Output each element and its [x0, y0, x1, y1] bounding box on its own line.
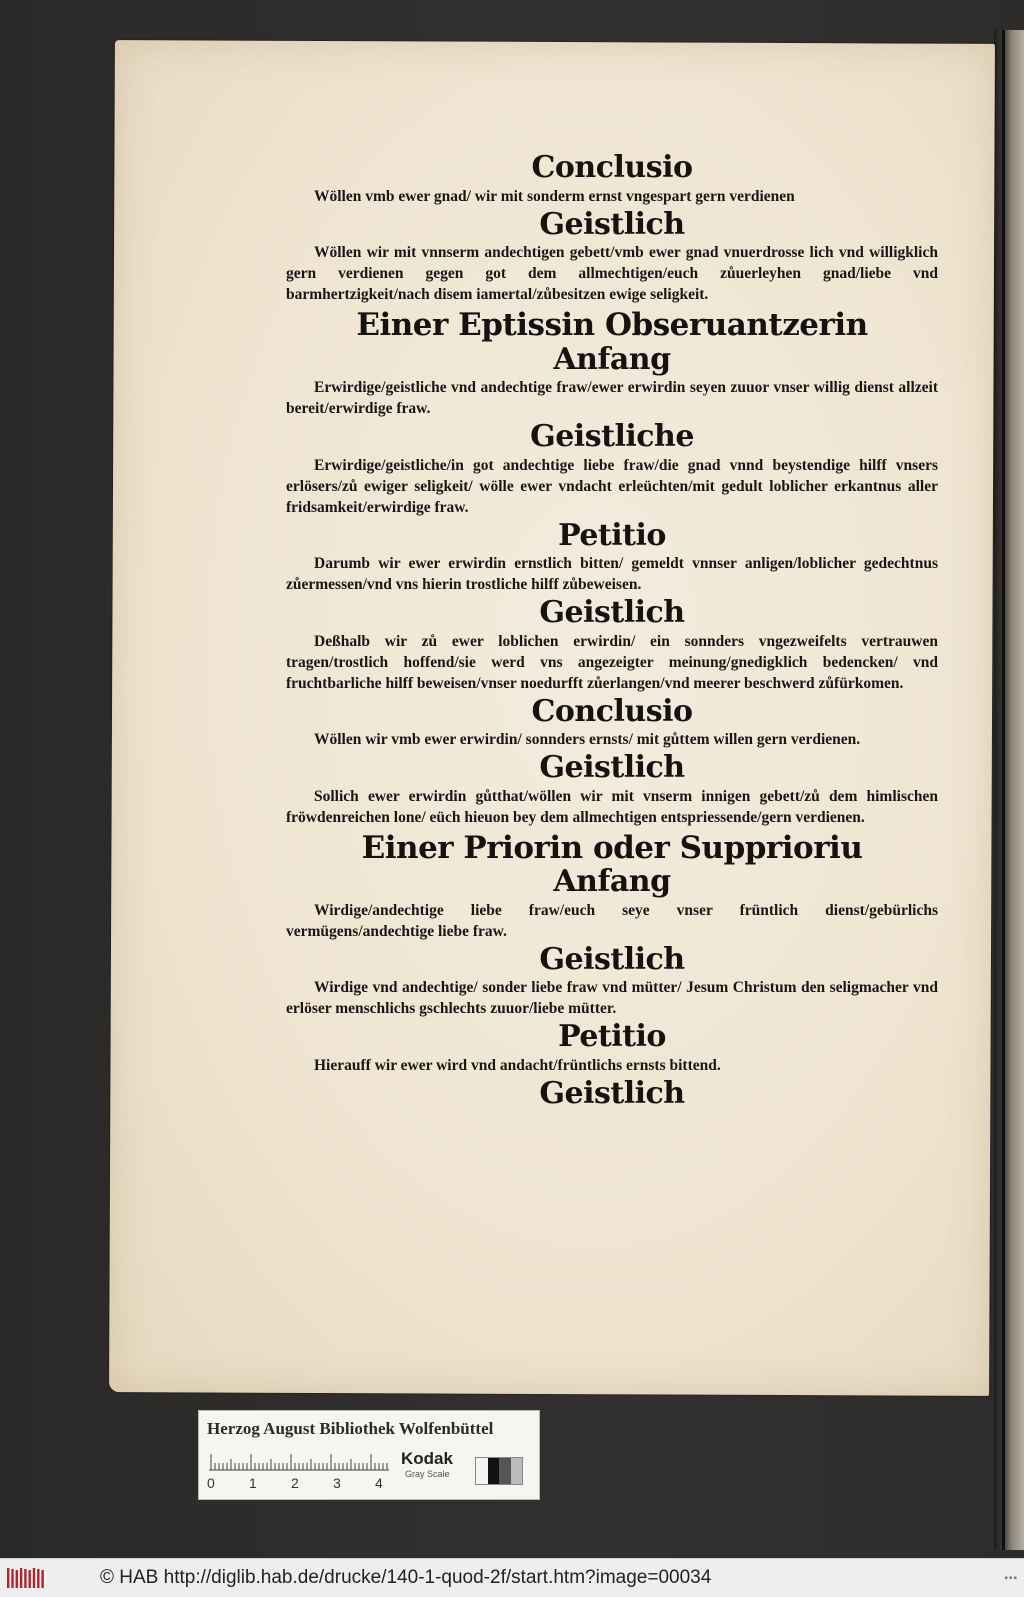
- calibration-card: [198, 1410, 540, 1500]
- section-heading: Geistlich: [539, 206, 685, 242]
- gray-swatch: [488, 1458, 500, 1484]
- body-paragraph: Wöllen wir vmb ewer erwirdin/ sonnders ernsts/ mit gůttem willen gern verdienen.: [314, 731, 861, 749]
- section-heading: Einer Priorin oder Supprioriu: [361, 829, 863, 866]
- section-heading: Conclusio: [531, 693, 693, 729]
- page-text: [286, 150, 938, 1109]
- card-title: Herzog August Bibliothek Wolfenbüttel: [207, 1419, 494, 1438]
- logo-bar: [16, 1570, 18, 1588]
- logo-bar: [37, 1569, 39, 1588]
- gray-swatch: [476, 1458, 488, 1484]
- body-paragraph: Darumb wir ewer erwirdin ernstlich bitten/ gemeldt vnnser anligen/loblicher gedechtnus zůermessen/vnd vns hierin trostliche hilff zůbeweisen.: [286, 555, 938, 594]
- body-paragraph: Deßhalb wir zů ewer loblichen erwirdin/ ein sonnders vngezweifelts vertrauwen tragen/trostlich hoffend/sie werd vns angezeigter meinung/gnedigklich bedencken/ vnd fruchtbarliche hilff beweisen/vnser noedurfft zůerlangen/vnd meerer beschwerd zůfürkomen.: [286, 632, 938, 692]
- section-heading: Geistliche: [530, 419, 694, 455]
- gray-swatch: [511, 1458, 523, 1484]
- section-heading: Geistlich: [539, 1075, 685, 1111]
- next-page-edge: [994, 30, 1024, 1550]
- body-paragraph: Wöllen wir mit vnnserm andechtigen gebett/vmb ewer gnad vnuerdrosse lich vnd willigklich gern verdienen gegen got dem allmechtigen/euch zůuerleyhen gnad/liebe vnd barmhertzigkeit/nach disem iamertal/zůbesitzen ewige seligkeit.: [286, 244, 938, 303]
- logo-bar: [41, 1570, 43, 1588]
- kodak-subtitle: Gray Scale: [405, 1469, 450, 1479]
- logo-bar: [24, 1569, 26, 1588]
- section-heading: Geistlich: [539, 750, 685, 786]
- section-heading: Petitio: [558, 1019, 666, 1055]
- logo-bar: [20, 1568, 22, 1588]
- section-heading: Einer Eptissin Obseruantzerin: [356, 307, 868, 343]
- body-paragraph: Wirdige/andechtige liebe fraw/euch seye vnser früntlich dienst/gebürlichs vermügens/andechtige liebe fraw.: [286, 901, 938, 940]
- footer-bar: [0, 1558, 1024, 1597]
- hab-logo-icon: [6, 1566, 46, 1590]
- gray-swatches: [475, 1457, 523, 1485]
- section-heading: Anfang: [553, 341, 671, 377]
- footer-url[interactable]: © HAB http://diglib.hab.de/drucke/140-1-quod-2f/start.htm?image=00034: [100, 1567, 712, 1588]
- logo-bar: [33, 1568, 35, 1588]
- gray-swatch: [499, 1458, 511, 1484]
- logo-bar: [11, 1569, 13, 1588]
- ruler-number: 4: [375, 1475, 383, 1491]
- section-heading: Anfang: [553, 864, 671, 900]
- ruler-number: 0: [207, 1475, 215, 1491]
- logo-bar: [7, 1568, 9, 1588]
- body-paragraph: Erwirdige/geistliche/in got andechtige liebe fraw/die gnad vnnd beystendige hilff vnsers erlösers/zů ewiger seligkeit/ wölle ewer vndacht erleüchten/mit gedult loblicher erkantnus aller fridsamkeit/erwirdige fraw.: [286, 456, 938, 516]
- section-heading: Geistlich: [539, 595, 685, 631]
- section-heading: Petitio: [558, 517, 666, 553]
- body-paragraph: Wöllen vmb ewer gnad/ wir mit sonderm ernst vngespart gern verdienen: [314, 187, 795, 205]
- logo-bar: [29, 1570, 31, 1588]
- footer-dots: ▪▪▪: [1004, 1573, 1018, 1584]
- section-heading: Conclusio: [531, 150, 693, 185]
- kodak-logo: Kodak: [401, 1449, 453, 1468]
- body-paragraph: Hierauff wir ewer wird vnd andacht/früntlichs ernsts bittend.: [314, 1056, 721, 1074]
- gutter-line: [1002, 30, 1005, 1550]
- body-paragraph: Erwirdige/geistliche vnd andechtige fraw/ewer erwirdin seyen zuuor vnser willig dienst allzeit bereit/erwirdige fraw.: [286, 379, 938, 418]
- ruler-number: 1: [249, 1475, 257, 1491]
- ruler-numbers: [207, 1475, 397, 1493]
- body-paragraph: Sollich ewer erwirdin gůtthat/wöllen wir mit vnserm innigen gebett/zů dem himlischen fröwdenreichen lone/ eüch hieuon bey dem allmechtigen entspriessende/gern verdienen.: [286, 787, 938, 826]
- body-paragraph: Wirdige vnd andechtige/ sonder liebe fraw vnd mütter/ Jesum Christum den seligmacher vnd erlöser menschlichs gschlechts zuuor/liebe mütter.: [286, 979, 938, 1018]
- ruler-scale: [209, 1453, 389, 1471]
- ruler-number: 2: [291, 1475, 299, 1491]
- section-heading: Geistlich: [539, 941, 685, 977]
- ruler-number: 3: [333, 1475, 341, 1491]
